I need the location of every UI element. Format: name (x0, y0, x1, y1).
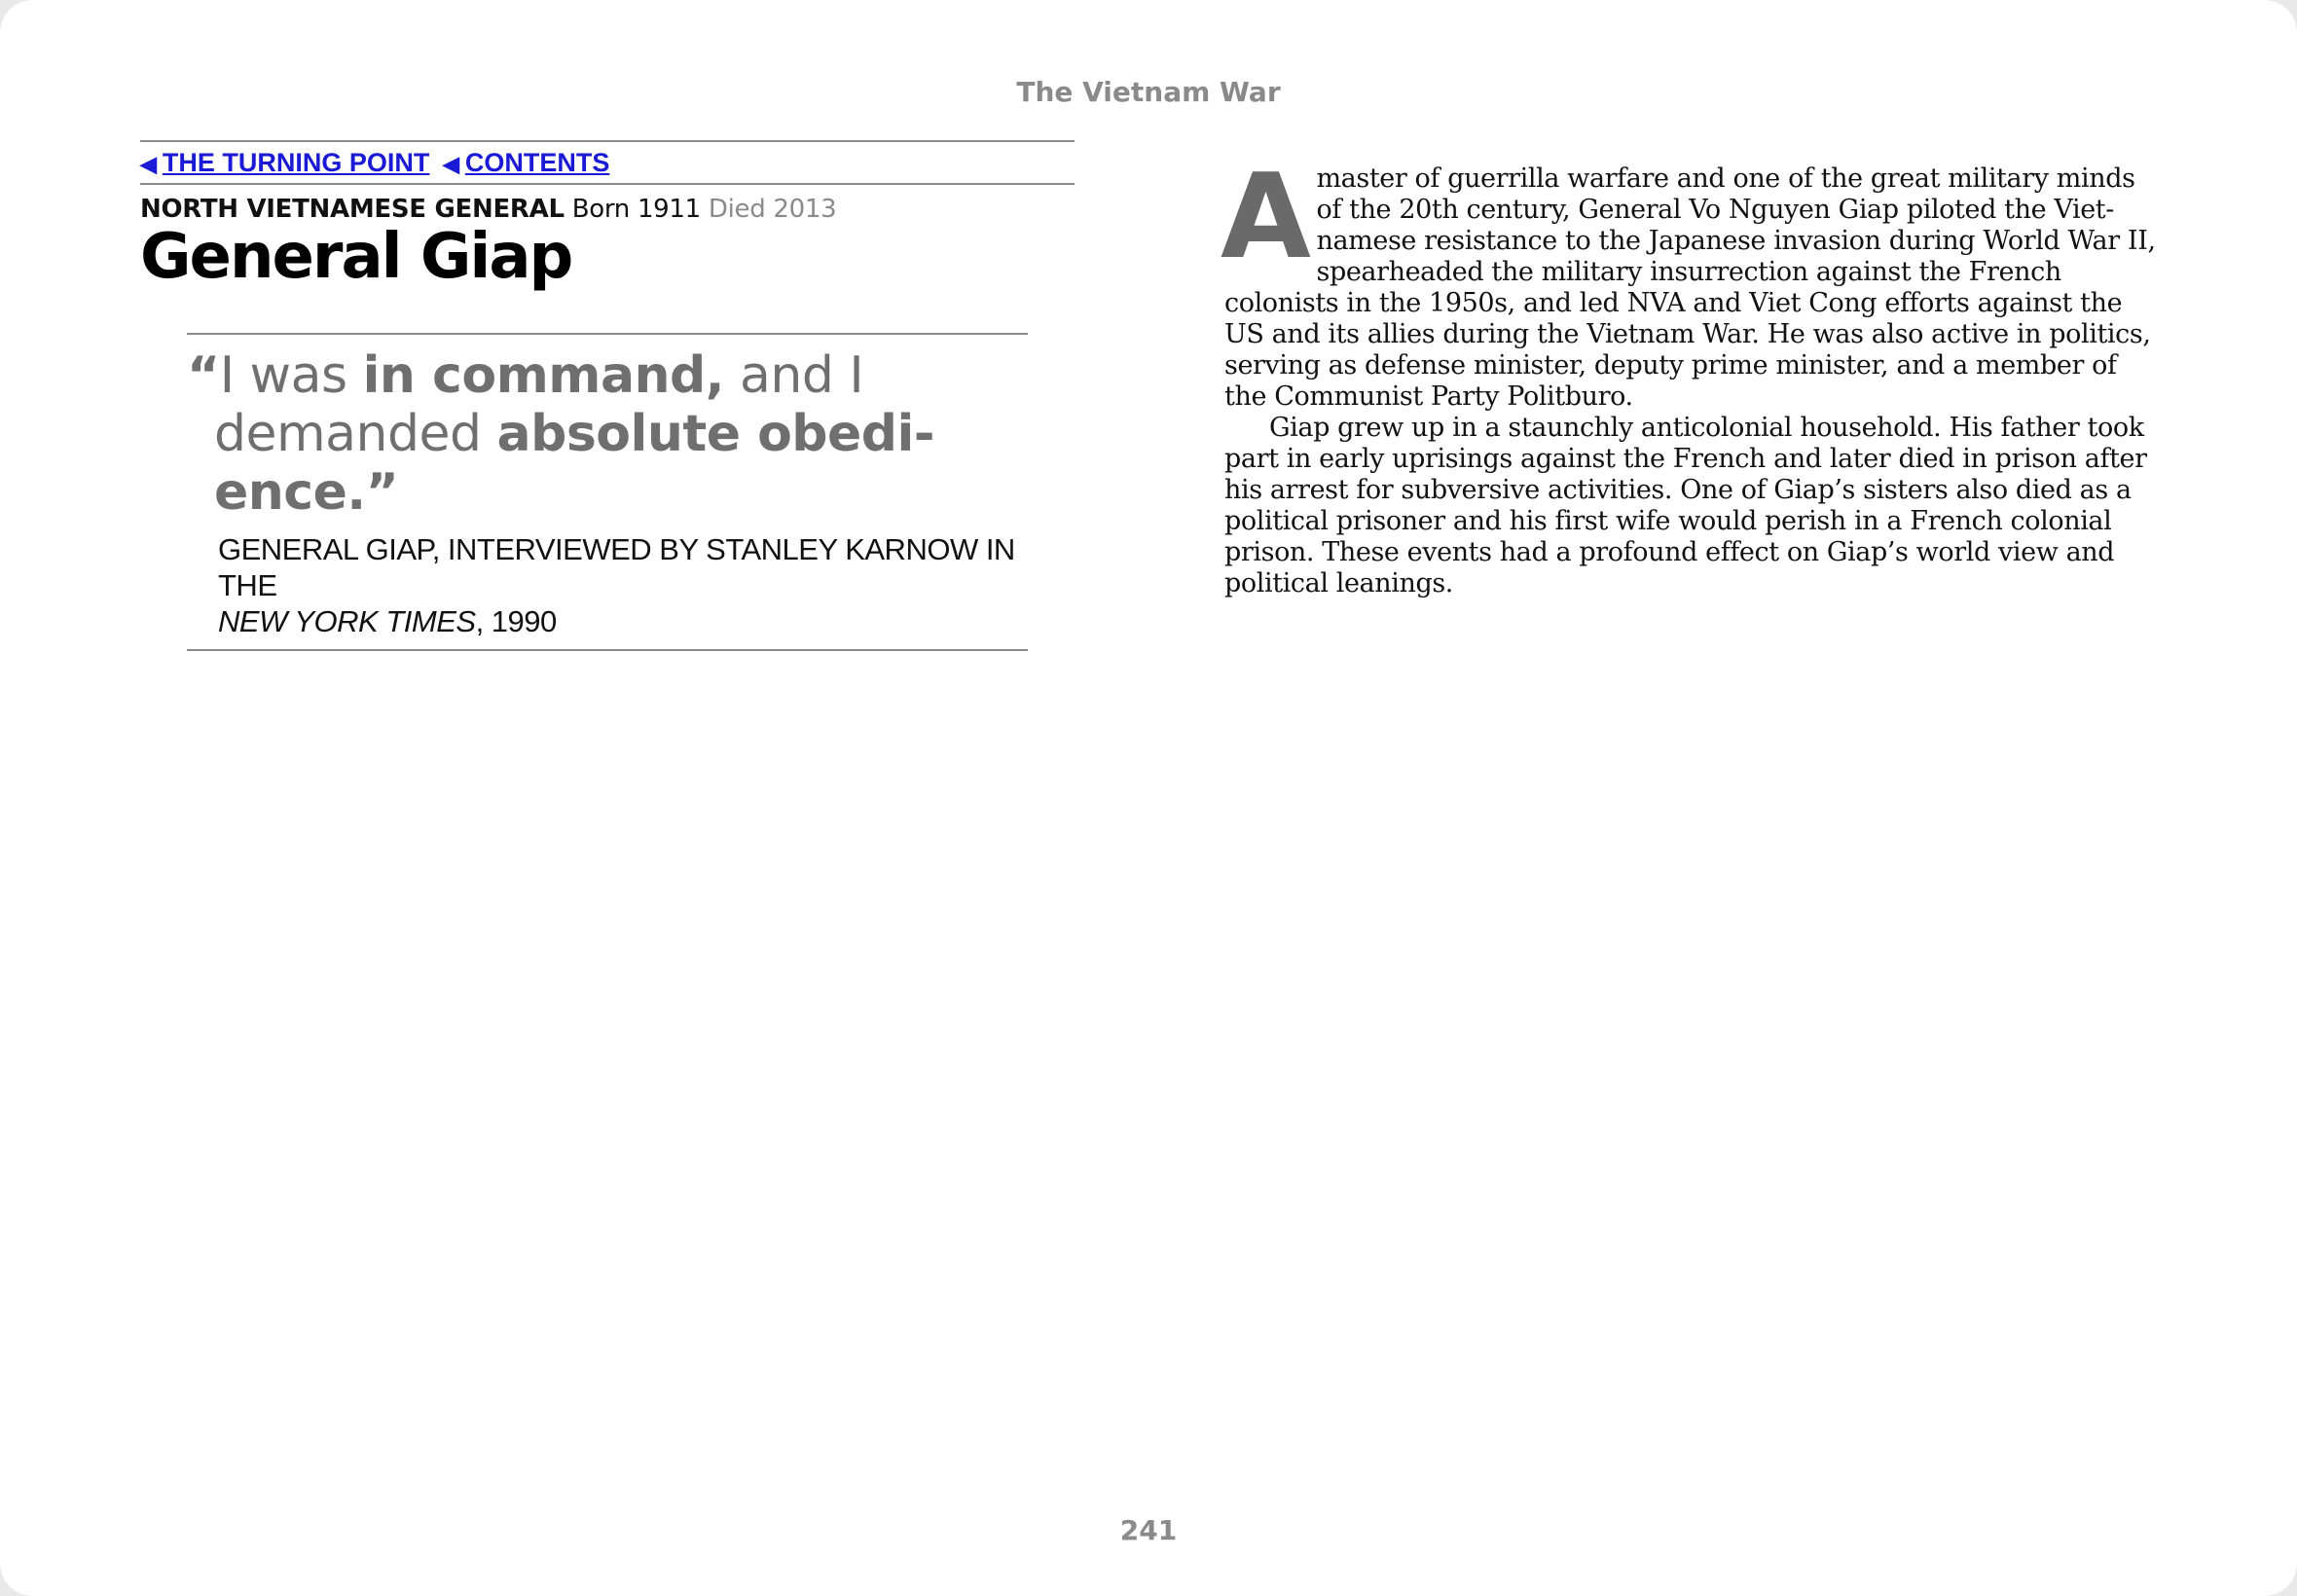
quote-emphasis-2: absolute obedi-ence.” (214, 405, 934, 522)
quote-attribution (187, 531, 1028, 639)
book-title: The Vietnam War (1016, 76, 1281, 108)
contents-link-label: CONTENTS (464, 148, 610, 177)
profile-name: General Giap (140, 221, 572, 293)
profile-meta (140, 195, 1075, 224)
contents-link[interactable] (443, 148, 609, 177)
navigation-bar (140, 140, 1075, 185)
attribution-year: , 1990 (475, 604, 557, 638)
quote-part-2: and I demanded (214, 346, 864, 463)
quote-part-1: I was (219, 346, 363, 405)
article-paragraph-1 (1221, 150, 2159, 413)
quote-emphasis-1: in command, (362, 346, 725, 405)
back-arrow-icon: ◀ (140, 152, 157, 176)
attribution-publication: NEW YORK TIMES (218, 604, 476, 638)
profile-born: Born 1911 (571, 195, 701, 224)
drop-cap: A (1221, 150, 1311, 285)
pull-quote (187, 333, 1028, 651)
profile-column (140, 140, 1075, 638)
article-column (1221, 150, 2159, 599)
quote-text (187, 346, 1028, 522)
turning-point-link-label: THE TURNING POINT (162, 148, 430, 177)
back-arrow-icon: ◀ (442, 152, 459, 176)
page-number: 241 (1119, 1514, 1178, 1546)
turning-point-link[interactable] (140, 148, 429, 177)
attribution-line: GENERAL GIAP, INTERVIEWED BY STANLEY KARNOW IN THE (218, 532, 1015, 602)
article-paragraph-2: Giap grew up in a staunchly anticolonial household. His father took part in early uprisings against the French and later died in prison after his arrest for subversive activities. One of Giap’s sisters also died as a political prisoner and his first wife would perish in a French colonial prison. These events had a profound effect on Giap’s world view and political leanings. (1224, 413, 2147, 598)
profile-died: Died 2013 (708, 195, 837, 224)
open-quote-mark: “ (187, 346, 220, 405)
article-paragraph-1-text: master of guerrilla warfare and one of the great military minds of the 20th century, General Vo Nguyen Giap piloted the Viet-namese resistance to the Japanese invasion during World War II, spearheaded the military insurrection against the French colonists in the 1950s, and led NVA and Viet Cong efforts against the US and its allies during the Vietnam War. He was also active in politics, serving as defense minister, deputy prime minister, and a member of the Communist Party Politburo. (1224, 163, 2156, 412)
profile-role: NORTH VIETNAMESE GENERAL (140, 195, 565, 224)
